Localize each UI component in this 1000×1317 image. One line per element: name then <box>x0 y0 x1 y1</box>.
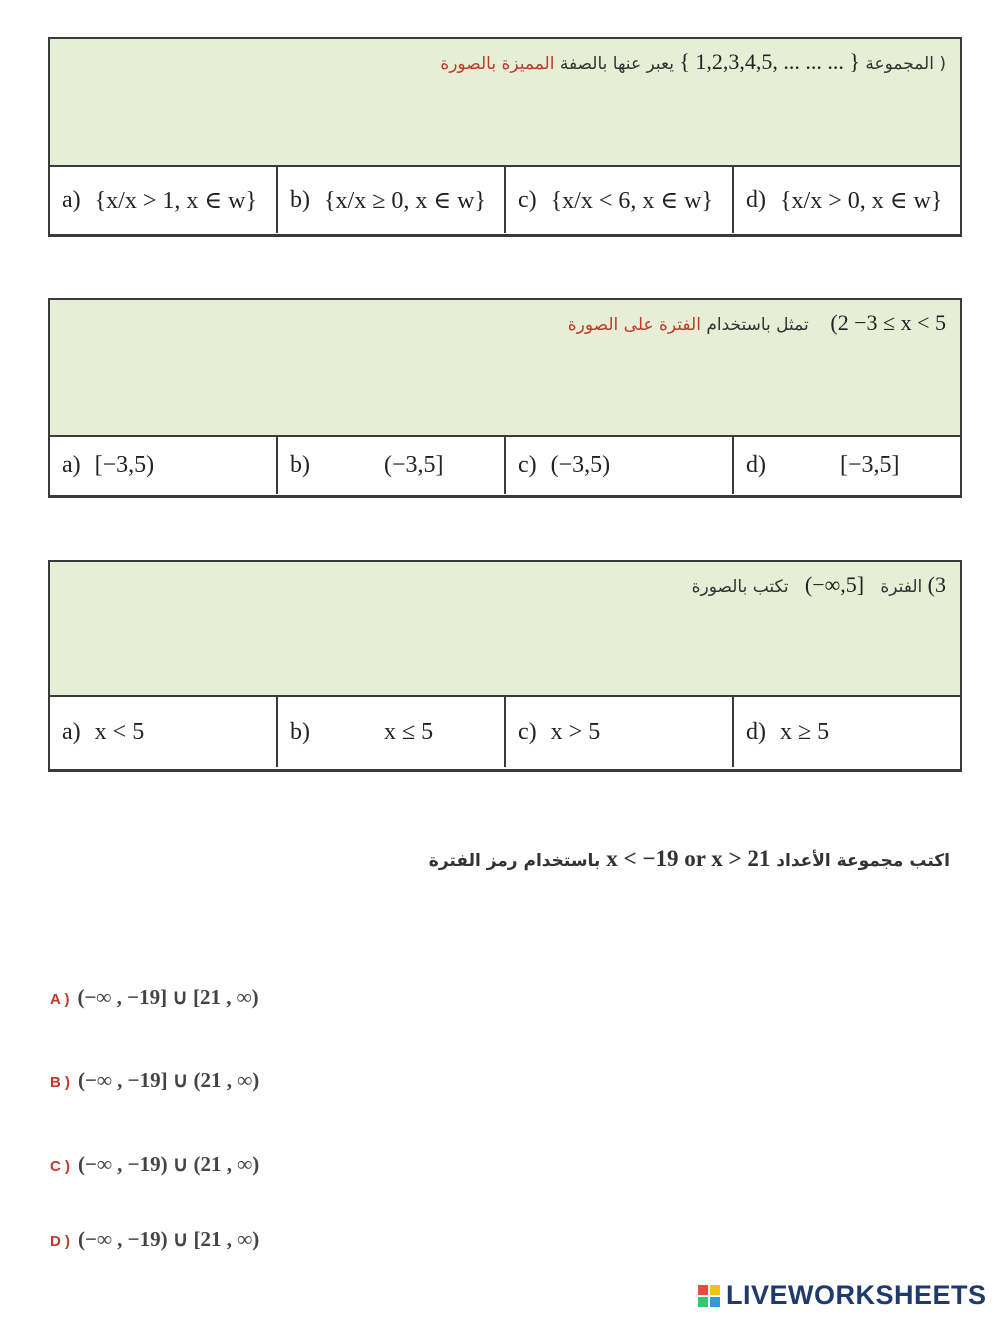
question-3-text-1: الفترة <box>880 577 923 597</box>
question-2-option-d[interactable] <box>734 437 960 494</box>
question-2-text: تمثل باستخدام <box>706 315 809 335</box>
option-value: x < 5 <box>94 718 145 745</box>
question-4-option-a[interactable] <box>50 985 259 1010</box>
question-3-options <box>50 697 960 767</box>
question-3-interval: (−∞,5] <box>804 572 865 597</box>
question-4-math: x < −19 or x > 21 <box>606 846 771 871</box>
question-2-math: −3 ≤ x < 5 <box>854 310 946 335</box>
question-1-option-a[interactable] <box>50 167 278 233</box>
question-3-option-d[interactable] <box>734 697 960 767</box>
question-2-option-c[interactable] <box>506 437 734 494</box>
option-value: (−∞ , −19) ∪ [21 , ∞) <box>78 1227 260 1251</box>
option-label: d) <box>746 452 766 478</box>
question-3-option-c[interactable] <box>506 697 734 767</box>
question-1-option-b[interactable] <box>278 167 506 233</box>
option-label: c) <box>518 186 537 213</box>
question-2-number: (2 <box>830 310 849 335</box>
question-2-option-b[interactable] <box>278 437 506 494</box>
question-4-option-d[interactable] <box>50 1227 259 1252</box>
logo-grid-icon <box>698 1285 720 1307</box>
option-label: b) <box>290 718 310 745</box>
option-label: b) <box>290 452 310 478</box>
question-4-option-b[interactable] <box>50 1068 259 1093</box>
question-1-set: { 1,2,3,4,5, ... ... ... } <box>679 49 860 74</box>
option-value: [−3,5) <box>94 452 155 478</box>
option-value: {x/x > 0, x ∈ w} <box>780 187 943 214</box>
option-label: d) <box>746 718 766 745</box>
option-value: {x/x ≥ 0, x ∈ w} <box>324 187 486 214</box>
question-3-prompt-area <box>50 562 960 697</box>
logo-square <box>710 1285 720 1295</box>
option-value: (−3,5) <box>550 452 611 478</box>
question-2-table <box>48 298 962 498</box>
option-value: [−3,5] <box>840 452 900 478</box>
liveworksheets-logo <box>698 1280 987 1311</box>
logo-square <box>710 1297 720 1307</box>
option-letter: A ) <box>50 991 70 1008</box>
logo-wordmark: LIVEWORKSHEETS <box>726 1280 987 1310</box>
option-value: x ≤ 5 <box>384 718 434 745</box>
option-value: (−∞ , −19] ∪ [21 , ∞) <box>77 985 259 1009</box>
question-2-option-a[interactable] <box>50 437 278 494</box>
question-3-table <box>48 560 962 772</box>
option-label: a) <box>62 452 81 478</box>
question-1-text-2: يعبر عنها بالصفة <box>559 54 674 74</box>
question-3-prompt <box>692 572 946 598</box>
option-value: x ≥ 5 <box>780 718 830 745</box>
question-2-prompt-area <box>50 300 960 437</box>
question-1-prompt <box>440 49 946 75</box>
question-2-prompt <box>568 310 946 336</box>
option-value: (−3,5] <box>384 452 444 478</box>
option-label: d) <box>746 186 766 213</box>
question-4-prompt <box>429 846 950 872</box>
option-letter: D ) <box>50 1233 70 1250</box>
question-2-options <box>50 437 960 494</box>
question-1-text-1: المجموعة <box>865 54 934 74</box>
question-2-text-red: الفترة على الصورة <box>567 315 701 335</box>
logo-square <box>698 1297 708 1307</box>
question-1-table <box>48 37 962 237</box>
option-value: (−∞ , −19) ∪ (21 , ∞) <box>78 1152 260 1176</box>
question-4-option-c[interactable] <box>50 1152 259 1177</box>
question-1-option-d[interactable] <box>734 167 960 233</box>
question-1-text-red: المميزة بالصورة <box>440 54 555 74</box>
option-value: x > 5 <box>550 718 601 745</box>
logo-square <box>698 1285 708 1295</box>
question-3-number: (3 <box>927 572 946 597</box>
option-letter: B ) <box>50 1074 70 1091</box>
question-3-option-a[interactable] <box>50 697 278 767</box>
question-1-options <box>50 167 960 233</box>
question-1-paren: ( <box>939 54 946 74</box>
option-label: a) <box>62 718 81 745</box>
option-value: (−∞ , −19] ∪ (21 , ∞) <box>78 1068 260 1092</box>
option-label: c) <box>518 718 537 745</box>
option-label: b) <box>290 186 310 213</box>
question-3-text-2: تكتب بالصورة <box>691 577 789 597</box>
question-4-text-1: اكتب مجموعة الأعداد <box>776 851 950 871</box>
question-4-text-2: باستخدام رمز الفترة <box>428 851 601 871</box>
option-value: {x/x < 6, x ∈ w} <box>550 187 713 214</box>
option-value: {x/x > 1, x ∈ w} <box>94 187 257 214</box>
option-letter: C ) <box>50 1158 70 1175</box>
option-label: c) <box>518 452 537 478</box>
question-1-prompt-area <box>50 39 960 167</box>
option-label: a) <box>62 186 81 213</box>
question-1-option-c[interactable] <box>506 167 734 233</box>
question-3-option-b[interactable] <box>278 697 506 767</box>
